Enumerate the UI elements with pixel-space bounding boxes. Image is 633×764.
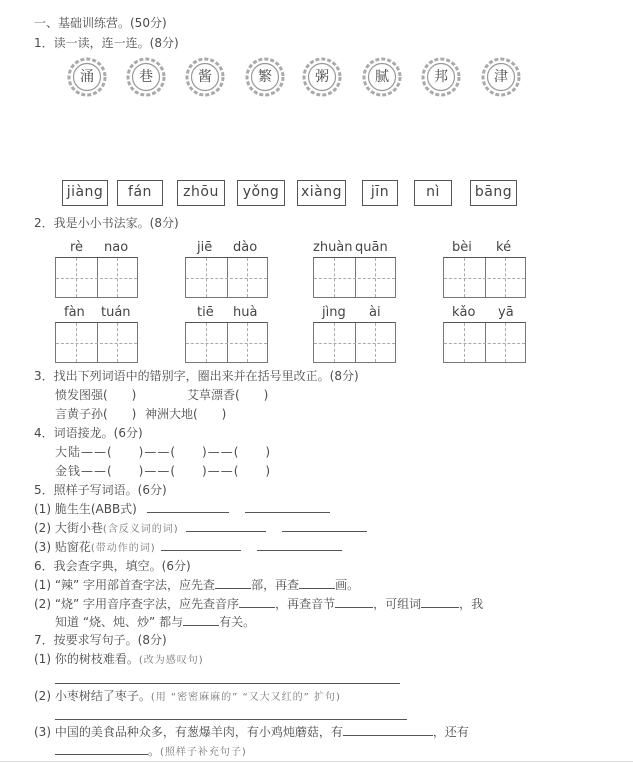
- answer-blank[interactable]: [215, 577, 251, 589]
- page-bottom-divider: [0, 761, 633, 762]
- answer-blank[interactable]: [282, 520, 367, 532]
- answer-blank[interactable]: [257, 539, 342, 551]
- answer-blank[interactable]: [183, 614, 219, 626]
- q3-item[interactable]: 言黄子孙( ): [55, 407, 137, 421]
- q5-hint: (含反义词的词): [102, 524, 179, 535]
- q5-item-3: [34, 539, 342, 557]
- pinyin-box[interactable]: zhōu: [177, 180, 225, 206]
- character-medallion[interactable]: [302, 57, 342, 97]
- character: 酱: [198, 69, 212, 85]
- answer-blank[interactable]: [239, 596, 275, 608]
- character-medallion[interactable]: [185, 57, 225, 97]
- q4-chain-row[interactable]: 金钱——( )——( )——( ): [55, 464, 272, 478]
- q6-item-2: [34, 596, 483, 612]
- q5-label: (2) 大街小巷: [34, 521, 103, 535]
- q3-item[interactable]: 愤发图强( ): [55, 388, 137, 402]
- pinyin-box[interactable]: jiàng: [62, 180, 108, 206]
- q7-text: 。: [148, 744, 161, 758]
- q7-item-3: [34, 724, 469, 740]
- character: 涌: [80, 69, 94, 85]
- answer-blank[interactable]: [299, 577, 335, 589]
- character-medallion[interactable]: [421, 57, 461, 97]
- answer-blank[interactable]: [245, 501, 330, 513]
- character: 巷: [139, 69, 153, 85]
- pinyin-box[interactable]: nì: [414, 180, 452, 206]
- pinyin-label: zhuàn: [313, 240, 353, 255]
- q4-title: 4．词语接龙。(6分): [34, 426, 143, 440]
- section-title: 一、基础训练营。(50分): [34, 16, 167, 30]
- answer-blank[interactable]: [186, 520, 266, 532]
- q5-label: (1) 脆生生: [34, 502, 91, 516]
- character-medallion[interactable]: [245, 57, 285, 97]
- q6-text: 部，再查: [251, 578, 300, 592]
- pinyin-box[interactable]: jīn: [362, 180, 398, 206]
- pinyin-label: fàn: [64, 305, 85, 320]
- pinyin-label: rè: [70, 240, 84, 255]
- q7-hint: (改为感叹句): [138, 655, 204, 666]
- q7-label: (1) 你的树枝难看。: [34, 652, 139, 666]
- character: 津: [494, 69, 508, 85]
- q1-title: 1．读一读，连一连。(8分): [34, 36, 179, 50]
- pinyin-label: nao: [104, 240, 129, 255]
- q7-item-2: [34, 688, 341, 706]
- q7-text: (3) 中国的美食品种众多，有葱爆羊肉，有小鸡炖蘑菇，有: [34, 725, 343, 739]
- q7-label: (2) 小枣树结了枣子。: [34, 689, 151, 703]
- pinyin-label: quān: [355, 240, 388, 255]
- answer-blank[interactable]: [161, 539, 241, 551]
- character: 粥: [315, 69, 329, 85]
- pinyin-label: tuán: [101, 305, 131, 320]
- character: 邦: [434, 69, 448, 85]
- writing-grid[interactable]: [55, 322, 138, 363]
- writing-grid[interactable]: [443, 257, 526, 298]
- pinyin-label: ké: [496, 240, 512, 255]
- character-medallion[interactable]: [362, 57, 402, 97]
- q7-title: 7．按要求写句子。(8分): [34, 633, 167, 647]
- q5-hint: (ABB式): [90, 502, 137, 516]
- q3-item[interactable]: 艾草漂香( ): [187, 388, 269, 402]
- q3-item[interactable]: 神洲大地( ): [145, 407, 227, 421]
- pinyin-box[interactable]: bāng: [470, 180, 517, 206]
- q6-text: ，我: [459, 597, 484, 611]
- character-medallion[interactable]: [126, 57, 166, 97]
- q5-label: (3) 贴窗花: [34, 540, 91, 554]
- character-medallion[interactable]: [481, 57, 521, 97]
- writing-grid[interactable]: [443, 322, 526, 363]
- pinyin-label: huà: [233, 305, 258, 320]
- q4-chain-row[interactable]: 大陆——( )——( )——( ): [55, 445, 272, 459]
- q6-text: ，可组词: [373, 597, 422, 611]
- writing-grid[interactable]: [55, 257, 138, 298]
- q6-text: 有关。: [219, 615, 256, 629]
- answer-blank[interactable]: [147, 501, 229, 513]
- character-medallion[interactable]: [67, 57, 107, 97]
- writing-grid[interactable]: [185, 322, 268, 363]
- q5-item-1: [34, 501, 330, 517]
- q5-item-2: [34, 520, 367, 538]
- writing-grid[interactable]: [313, 257, 396, 298]
- q7-hint: (用 “密密麻麻的” “又大又红的” 扩句): [150, 692, 341, 703]
- q6-item-2-continued: [55, 614, 255, 630]
- answer-blank[interactable]: [55, 743, 148, 755]
- answer-line[interactable]: [55, 719, 407, 720]
- pinyin-label: dào: [233, 240, 258, 255]
- character: 腻: [375, 69, 389, 85]
- q6-title: 6．我会查字典，填空。(6分): [34, 559, 191, 573]
- q6-text: 知道 “烧、炖、炒” 都与: [55, 615, 184, 629]
- pinyin-label: jìng: [322, 305, 346, 320]
- answer-line[interactable]: [55, 683, 400, 684]
- q6-text: 画。: [335, 578, 360, 592]
- q7-text: ，还有: [432, 725, 469, 739]
- pinyin-label: yā: [498, 305, 514, 320]
- q6-text: (2) “烧” 字用音序查字法，应先查音序: [34, 597, 240, 611]
- q5-hint: (带动作的词): [90, 543, 156, 554]
- pinyin-label: ài: [369, 305, 381, 320]
- pinyin-box[interactable]: yǒng: [237, 180, 285, 206]
- pinyin-label: jiē: [197, 240, 213, 255]
- q3-title: 3．找出下列词语中的错别字，圈出来并在括号里改正。(8分): [34, 369, 359, 383]
- character: 繁: [258, 69, 272, 85]
- q6-item-1: [34, 577, 359, 593]
- q6-text: ，再查音节: [275, 597, 336, 611]
- answer-blank[interactable]: [421, 596, 459, 608]
- pinyin-label: tiē: [197, 305, 214, 320]
- pinyin-label: bèi: [452, 240, 472, 255]
- answer-blank[interactable]: [335, 596, 373, 608]
- writing-grid[interactable]: [313, 322, 396, 363]
- q7-item-3-continued: [55, 743, 247, 761]
- answer-blank[interactable]: [343, 724, 433, 736]
- q7-item-1: [34, 651, 204, 669]
- q5-title: 5．照样子写词语。(6分): [34, 483, 167, 497]
- q7-hint: (照样子补充句子): [160, 747, 247, 758]
- pinyin-box[interactable]: xiàng: [297, 180, 346, 206]
- writing-grid[interactable]: [185, 257, 268, 298]
- pinyin-box[interactable]: fán: [117, 180, 163, 206]
- pinyin-label: kǎo: [452, 305, 476, 320]
- q6-text: (1) “辣” 字用部首查字法，应先查: [34, 578, 216, 592]
- q2-title: 2．我是小小书法家。(8分): [34, 216, 179, 230]
